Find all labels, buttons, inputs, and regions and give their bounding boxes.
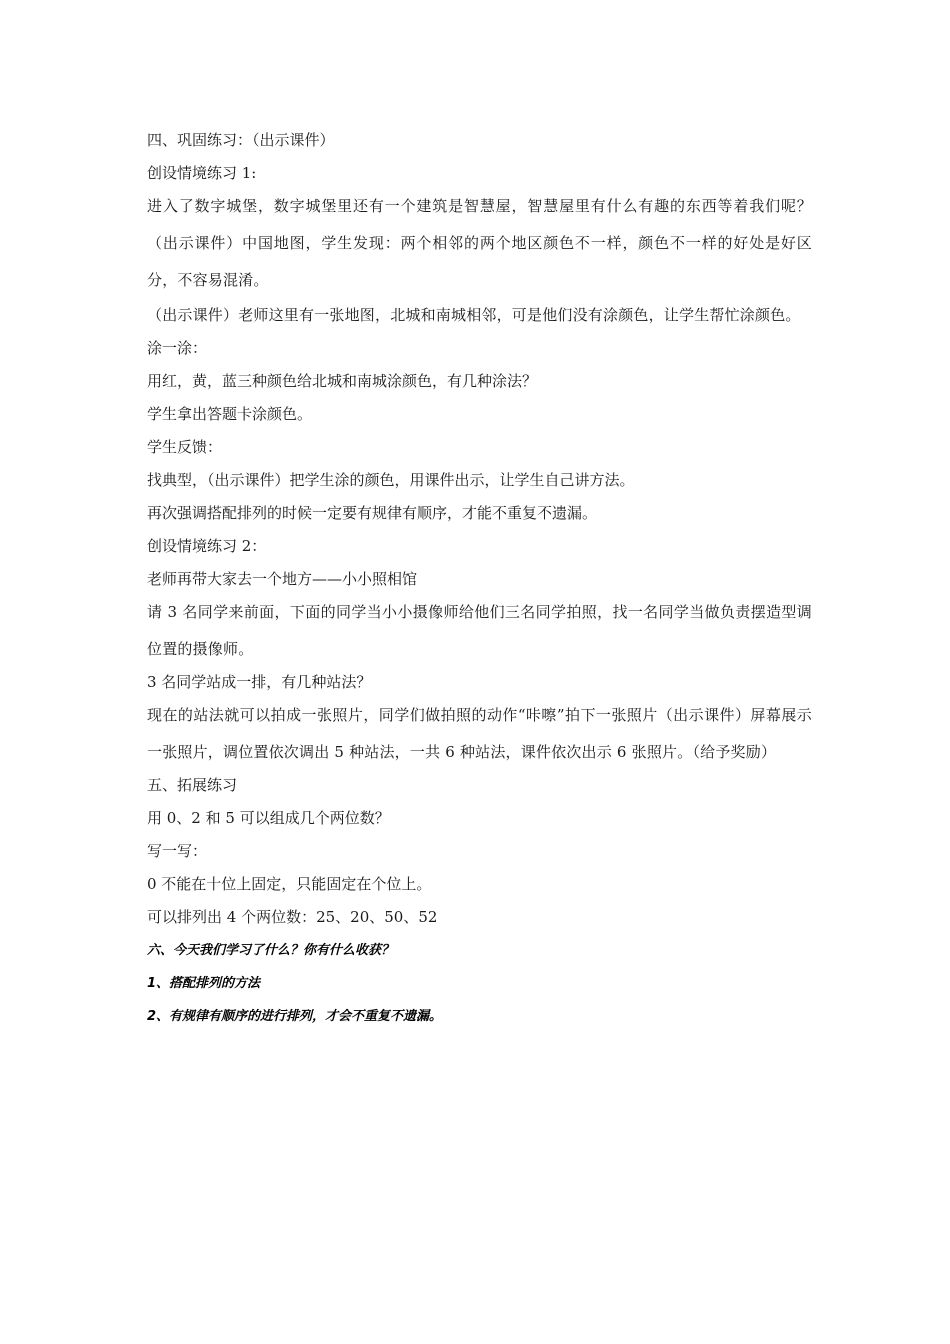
- summary-item-2: 2、有规律有顺序的进行排列，才会不重复不遗漏。: [147, 1009, 443, 1024]
- subheading-color: 涂一涂：: [147, 339, 208, 357]
- section-heading-4: 四、巩固练习：（出示课件）: [147, 131, 335, 149]
- text-photo-studio: 老师再带大家去一个地方——小小照相馆: [147, 570, 418, 588]
- summary-item-1: 1、搭配排列的方法: [147, 976, 261, 991]
- document-body: [147, 124, 812, 1033]
- paragraph-photographer: 请 3 名同学来前面，下面的同学当小小摄像师给他们三名同学拍照，找一名同学当做负责摆造型调位置的摄像师。: [147, 603, 812, 658]
- section-heading-6: 六、今天我们学习了什么？你有什么收获？: [147, 943, 395, 958]
- text-standing-question: 3 名同学站成一排，有几种站法？: [147, 673, 372, 691]
- text-zero-rule: 0 不能在十位上固定，只能固定在个位上。: [147, 875, 432, 893]
- subheading-feedback: 学生反馈：: [147, 438, 223, 456]
- text-emphasis: 再次强调搭配排列的时候一定要有规律有顺序，才能不重复不遗漏。: [147, 504, 598, 522]
- text-answer-card: 学生拿出答题卡涂颜色。: [147, 405, 313, 423]
- text-color-question: 用红，黄，蓝三种颜色给北城和南城涂颜色，有几种涂法？: [147, 372, 538, 390]
- text-typical: 找典型，（出示课件）把学生涂的颜色，用课件出示，让学生自己讲方法。: [147, 471, 635, 489]
- subheading-write: 写一写：: [147, 842, 208, 860]
- exercise-heading-1: 创设情境练习 1:: [147, 164, 257, 182]
- paragraph-digital-castle: 进入了数字城堡，数字城堡里还有一个建筑是智慧屋，智慧屋里有什么有趣的东西等着我们呢？（出示课件）中国地图，学生发现：两个相邻的两个地区颜色不一样，颜色不一样的好处是好区分，不容易混淆。: [147, 197, 812, 289]
- exercise-heading-2: 创设情境练习 2：: [147, 537, 267, 555]
- section-heading-5: 五、拓展练习: [147, 776, 238, 794]
- text-numbers-result: 可以排列出 4 个两位数：25、20、50、52: [147, 908, 438, 926]
- paragraph-map: （出示课件）老师这里有一张地图，北城和南城相邻，可是他们没有涂颜色，让学生帮忙涂颜色。: [147, 306, 801, 324]
- paragraph-photos: 现在的站法就可以拍成一张照片，同学们做拍照的动作“咔嚓”拍下一张照片（出示课件）屏幕展示一张照片，调位置依次调出 5 种站法，一共 6 种站法，课件依次出示 6 张照片。（给予奖励）: [147, 706, 812, 761]
- text-two-digit-question: 用 0、2 和 5 可以组成几个两位数？: [147, 809, 390, 827]
